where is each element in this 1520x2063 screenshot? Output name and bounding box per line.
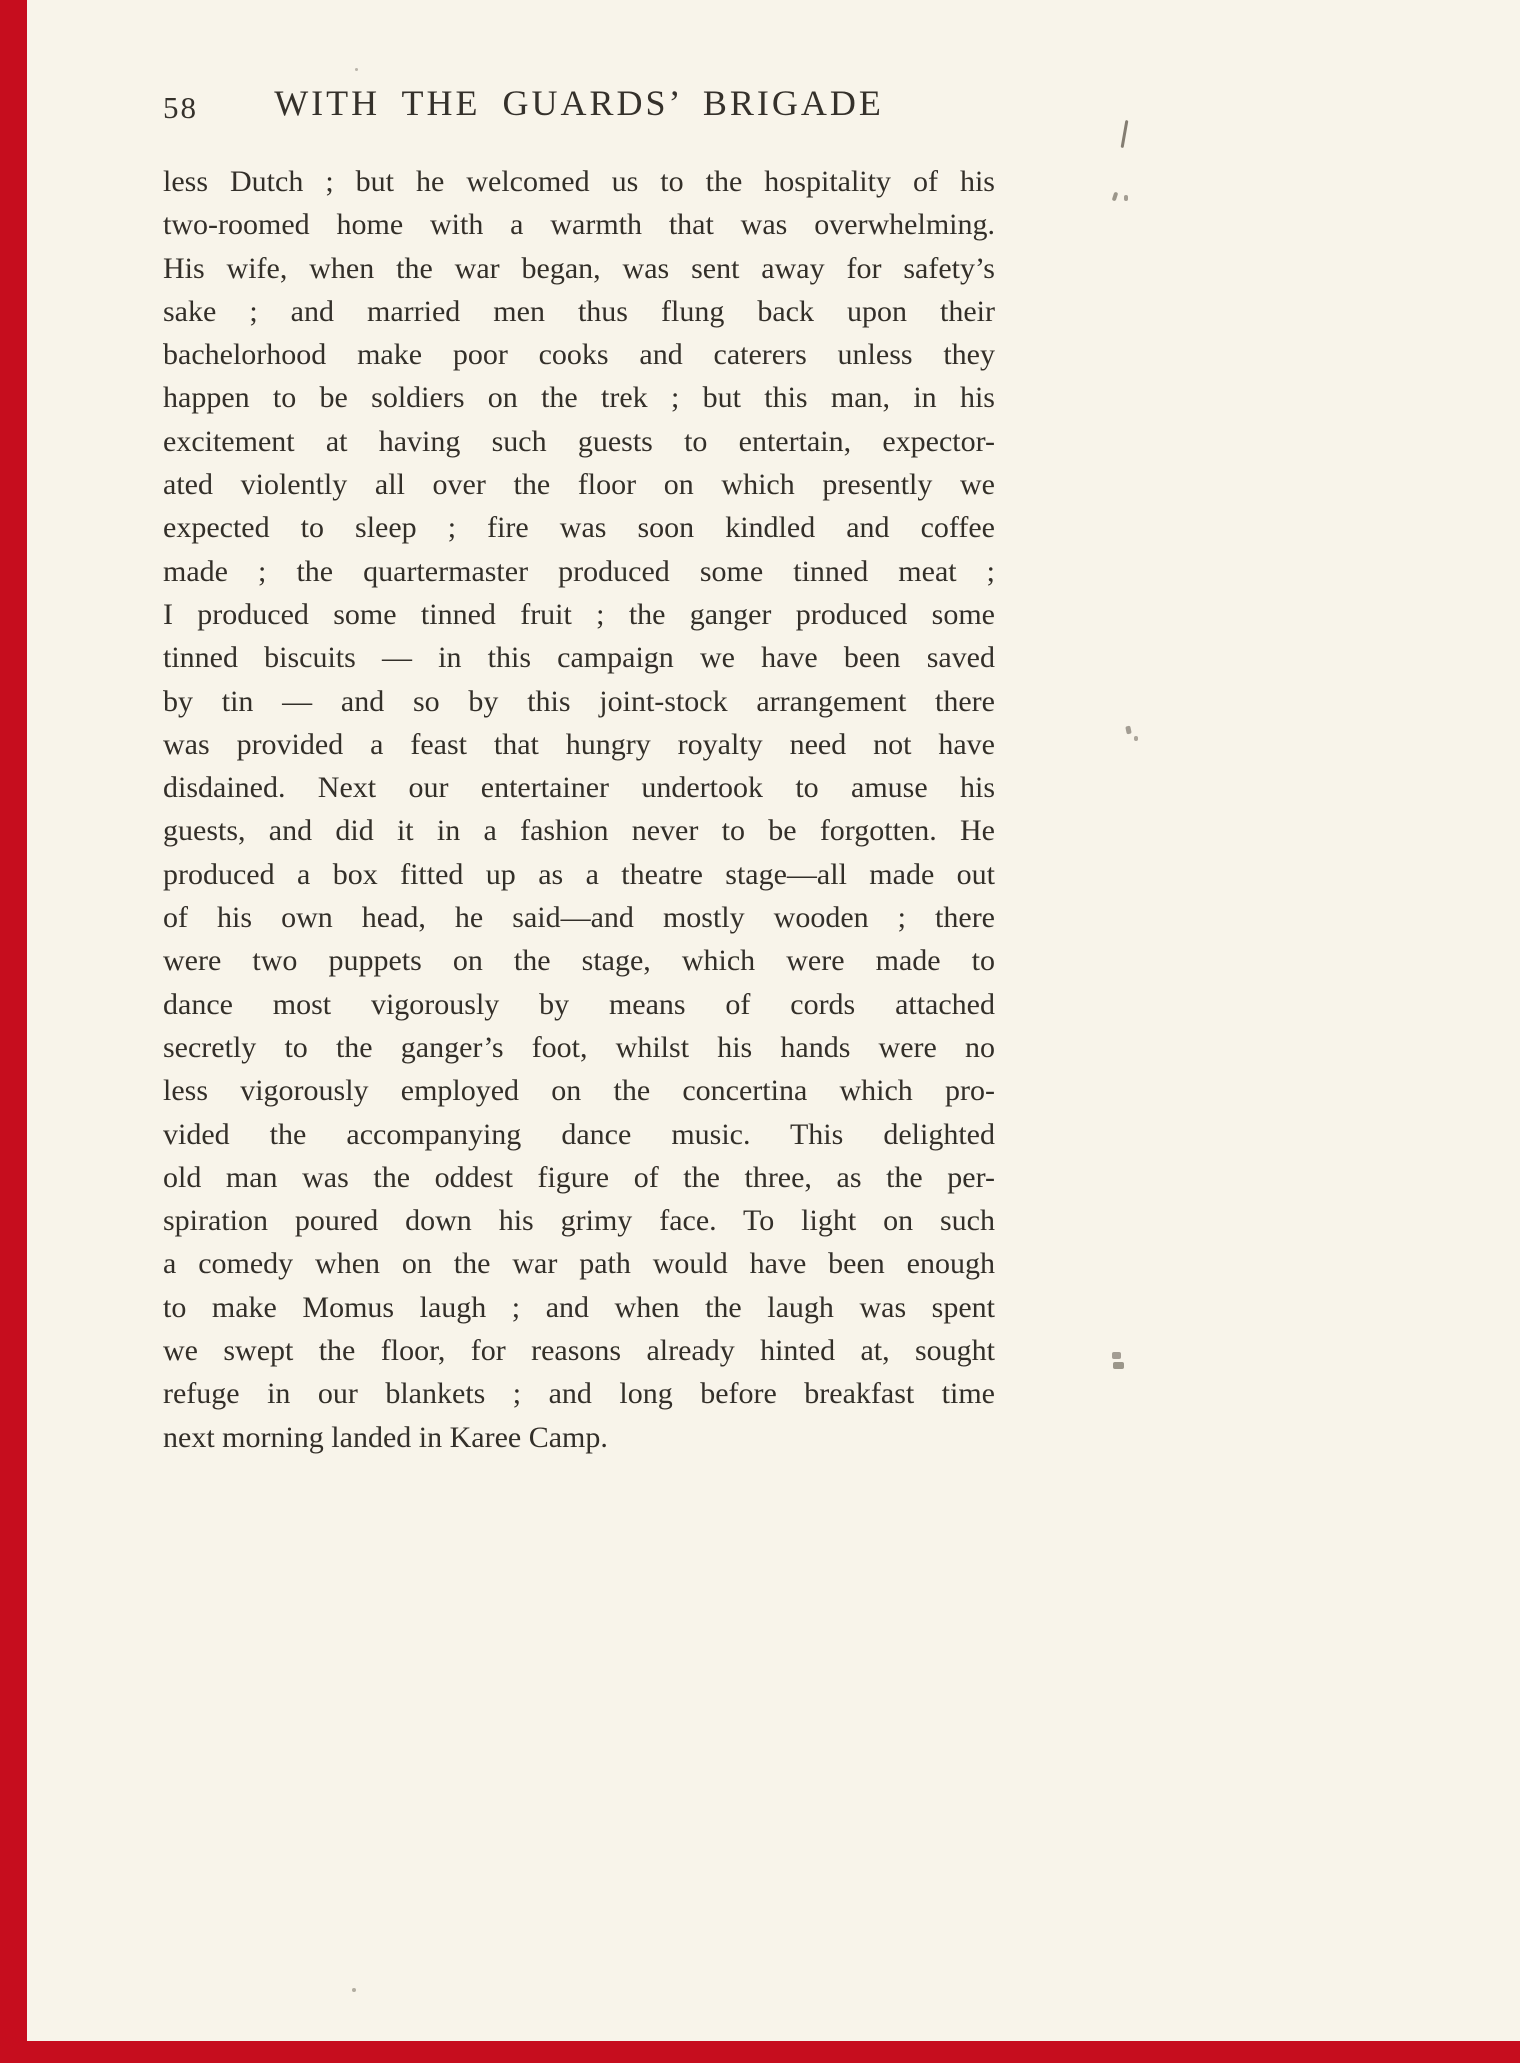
text-line: to make Momus laugh ; and when the laugh was spent	[163, 1290, 995, 1324]
text-line: ated violently all over the floor on which presently we	[163, 468, 995, 502]
text-line: two-roomed home with a warmth that was overwhelming.	[163, 208, 995, 242]
text-line: a comedy when on the war path would have been enough	[163, 1247, 995, 1281]
text-line: less Dutch ; but he welcomed us to the hospitality of his	[163, 165, 995, 198]
text-line: vided the accompanying dance music. This delighted	[163, 1117, 995, 1151]
text-line: we swept the floor, for reasons already hinted at, sought	[163, 1334, 995, 1368]
text-line: were two puppets on the stage, which were made to	[163, 944, 995, 978]
text-line: guests, and did it in a fashion never to be forgotten. He	[163, 814, 995, 848]
page-header-title: WITH THE GUARDS’ BRIGADE	[274, 83, 884, 123]
body-text	[163, 160, 995, 1459]
text-line: expected to sleep ; fire was soon kindled and coffee	[163, 511, 995, 545]
text-line: of his own head, he said—and mostly wooden ; there	[163, 901, 995, 935]
scan-artifact	[355, 68, 358, 71]
scan-artifact	[1121, 120, 1129, 148]
text-line: produced a box fitted up as a theatre stage—all made out	[163, 857, 995, 891]
page-header	[163, 82, 995, 132]
text-line: by tin — and so by this joint-stock arrangement there	[163, 684, 995, 718]
text-line: was provided a feast that hungry royalty need not have	[163, 727, 995, 761]
text-line: I produced some tinned fruit ; the ganger produced some	[163, 597, 995, 631]
text-line: made ; the quartermaster produced some tinned meat ;	[163, 554, 995, 588]
scan-artifact	[1112, 192, 1119, 202]
scan-artifact	[1134, 736, 1138, 741]
scan-artifact	[1113, 1362, 1124, 1369]
red-scan-edge-bottom	[0, 2041, 1520, 2063]
text-line: dance most vigorously by means of cords attached	[163, 987, 995, 1021]
red-scan-edge-left	[0, 0, 27, 2063]
text-line: sake ; and married men thus flung back upon their	[163, 294, 995, 328]
text-line: next morning landed in Karee Camp.	[163, 1420, 608, 1454]
text-line: excitement at having such guests to entertain, expector-	[163, 424, 995, 458]
text-line: less vigorously employed on the concertina which pro-	[163, 1074, 995, 1108]
page-number: 58	[163, 90, 198, 125]
scan-artifact	[352, 1988, 356, 1992]
scan-artifact	[1124, 195, 1128, 201]
text-line: disdained. Next our entertainer undertook to amuse his	[163, 771, 995, 805]
text-line: secretly to the ganger’s foot, whilst his hands were no	[163, 1030, 995, 1064]
scan-artifact	[1112, 1352, 1121, 1359]
text-line: spiration poured down his grimy face. To light on such	[163, 1204, 995, 1238]
text-line: refuge in our blankets ; and long before breakfast time	[163, 1377, 995, 1411]
text-line: old man was the oddest figure of the three, as the per-	[163, 1160, 995, 1194]
text-line: bachelorhood make poor cooks and caterers unless they	[163, 338, 995, 372]
text-line: His wife, when the war began, was sent away for safety’s	[163, 251, 995, 285]
text-line: happen to be soldiers on the trek ; but this man, in his	[163, 381, 995, 415]
text-line: tinned biscuits — in this campaign we have been saved	[163, 641, 995, 675]
scan-artifact	[1125, 726, 1132, 735]
